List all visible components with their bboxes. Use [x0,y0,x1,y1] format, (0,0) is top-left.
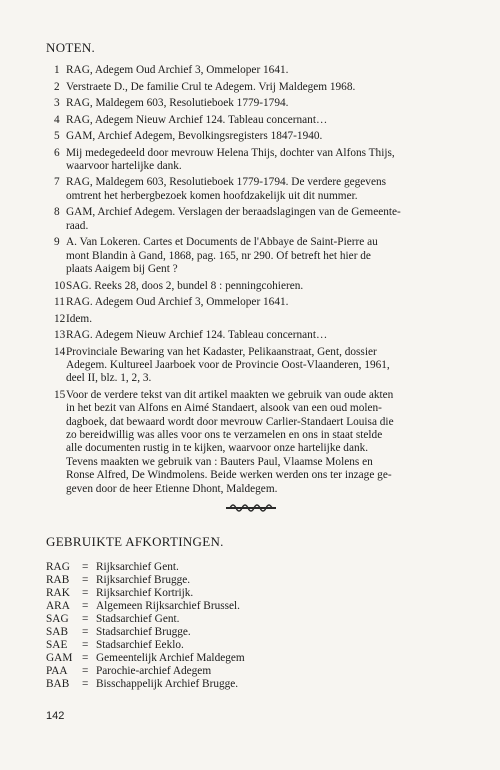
abbreviation-meaning: Rijksarchief Gent. [96,561,179,573]
abbreviation-meaning: Gemeentelijk Archief Maldegem [96,652,245,664]
note-number: 12 [54,312,66,325]
note-line: alle documenten rustig in te kijken, waarvoor onze hartelijke dank. [66,442,369,455]
abbreviation-code: SAG [46,613,69,625]
abbreviation-meaning: Algemeen Rijksarchief Brussel. [96,600,240,612]
note-item [46,236,466,276]
note-number: 8 [54,206,60,219]
note-line: RAG, Maldegem 603, Resolutieboek 1779-1794. De verdere gegevens [66,176,386,189]
note-item [46,97,466,110]
note-item [46,114,466,127]
abbreviation-meaning: Stadsarchief Brugge. [96,626,191,638]
note-line: GAM, Archief Adegem, Bevolkingsregisters 1847-1940. [66,130,323,142]
abbreviation-meaning: Stadsarchief Gent. [96,613,180,625]
note-text [66,236,466,276]
note-line: Adegem. Kultureel Jaarboek voor de Provincie Oost-Vlaanderen, 1961, [66,358,390,371]
note-line: geven door de heer Etienne Dhont, Maldegem. [66,482,278,495]
abbreviation-item [46,574,245,587]
abbreviation-eq: = [82,652,89,664]
note-item [46,346,466,386]
abbreviation-eq: = [82,626,89,638]
note-line: A. Van Lokeren. Cartes et Documents de l'Abbaye de Saint-Pierre au [66,236,378,249]
note-line: Ronse Alfred, De Windmolens. Beide werken werden ons ter inzage ge- [66,469,392,482]
abbreviation-item [46,639,245,652]
abbreviation-eq: = [82,600,89,612]
abbreviations-list [46,561,245,691]
abbreviation-code: RAB [46,574,70,586]
note-number: 4 [54,113,60,126]
note-line: Verstraete D., De familie Crul te Adegem. Vrij Maldegem 1968. [66,80,356,93]
note-item [46,313,466,326]
note-item [46,206,466,233]
note-item [46,296,466,309]
note-item [46,389,466,496]
abbreviation-item [46,665,245,678]
note-line: RAG, Maldegem 603, Resolutieboek 1779-1794. [66,97,289,109]
abbreviation-eq: = [82,678,89,690]
abbreviation-item [46,678,245,691]
note-number: 1 [54,64,60,76]
abbreviations-heading: GEBRUIKTE AFKORTINGEN. [46,534,224,549]
note-line: zo bereidwillig was alles voor ons te verzamelen en ons in staat stelde [66,429,383,442]
note-text [66,147,466,174]
note-text [66,81,466,94]
note-text [66,97,466,110]
notes-heading: NOTEN. [46,40,96,55]
note-text [66,313,466,326]
note-item [46,147,466,174]
note-line: RAG. Adegem Oud Archief 3, Ommeloper 1641. [66,296,289,309]
note-line: GAM, Archief Adegem. Verslagen der beraadslagingen van de Gemeente- [66,206,401,219]
note-line: RAG, Adegem Nieuw Archief 124. Tableau concernant… [66,113,328,126]
note-line: RAG, Adegem Oud Archief 3, Ommeloper 1641. [66,64,289,76]
note-text [66,346,466,386]
note-text [66,296,466,309]
abbreviation-code: BAB [46,678,70,690]
note-text [66,389,466,496]
abbreviation-eq: = [82,574,89,586]
abbreviation-eq: = [82,561,89,573]
note-text [66,329,466,342]
abbreviation-item [46,600,245,613]
notes-list [46,64,466,499]
note-text [66,114,466,127]
note-line: omtrent het herbergbezoek komen hoofdzakelijk uit dit nummer. [66,189,358,202]
abbreviation-item [46,561,245,574]
note-item [46,329,466,342]
abbreviation-eq: = [82,665,89,677]
note-line: deel II, blz. 1, 2, 3. [66,372,152,385]
note-line: Voor de verdere tekst van dit artikel maakten we gebruik van oude akten [66,388,394,401]
note-number: 5 [54,130,60,142]
note-text [66,206,466,233]
abbreviation-meaning: Parochie-archief Adegem [96,665,212,677]
abbreviation-meaning: Rijksarchief Brugge. [96,574,191,586]
note-line: plaats Aaigem bij Gent ? [66,263,178,276]
note-number: 15 [54,388,66,401]
note-item [46,64,466,77]
note-number: 13 [54,329,66,342]
note-line: mont Blandin à Gand, 1868, pag. 165, nr 290. Of betreft het hier de [66,249,371,262]
note-number: 11 [54,296,65,309]
abbreviation-eq: = [82,613,89,625]
abbreviation-item [46,587,245,600]
abbreviation-meaning: Stadsarchief Eeklo. [96,639,184,651]
page-number: 142 [46,710,65,722]
note-text [66,176,466,203]
abbreviation-item [46,626,245,639]
abbreviation-meaning: Rijksarchief Kortrijk. [96,587,194,599]
ornament-divider [226,502,276,514]
note-line: SAG. Reeks 28, doos 2, bundel 8 : penningcohieren. [66,279,304,292]
note-line: Idem. [66,312,93,325]
abbreviation-code: SAB [46,626,68,638]
abbreviation-eq: = [82,639,89,651]
abbreviation-meaning: Bisschappelijk Archief Brugge. [96,678,239,690]
abbreviation-code: ARA [46,600,70,612]
note-text [66,64,466,77]
note-number: 14 [54,345,66,358]
abbreviation-item [46,652,245,665]
abbreviation-code: PAA [46,665,68,677]
abbreviation-eq: = [82,587,89,599]
note-text [66,130,466,143]
note-line: waarvoor hartelijke dank. [66,159,182,172]
note-line: RAG. Adegem Nieuw Archief 124. Tableau concernant… [66,329,328,342]
note-item [46,81,466,94]
abbreviation-code: RAG [46,561,70,573]
note-line: Provinciale Bewaring van het Kadaster, Pelikaanstraat, Gent, dossier [66,345,377,358]
note-item [46,130,466,143]
note-item [46,176,466,203]
note-text [66,280,466,293]
note-line: dagboek, dat bewaard wordt door mevrouw Carlier-Standaert Louisa die [66,415,394,428]
note-line: Tevens maakten we gebruik van : Bauters Paul, Vlaamse Molens en [66,455,373,468]
note-line: in het bezit van Alfons en Aimé Standaert, alsook van een oud molen- [66,402,382,415]
abbreviation-code: SAE [46,639,68,651]
note-line: raad. [66,219,89,232]
abbreviation-item [46,613,245,626]
note-line: Mij medegedeeld door mevrouw Helena Thijs, dochter van Alfons Thijs, [66,146,395,159]
note-number: 6 [54,146,60,159]
abbreviation-code: RAK [46,587,70,599]
note-number: 7 [54,176,60,189]
note-number: 3 [54,97,60,109]
abbreviation-code: GAM [46,652,73,664]
note-number: 10 [54,279,66,292]
note-number: 2 [54,80,60,93]
note-item [46,280,466,293]
note-number: 9 [54,236,60,249]
